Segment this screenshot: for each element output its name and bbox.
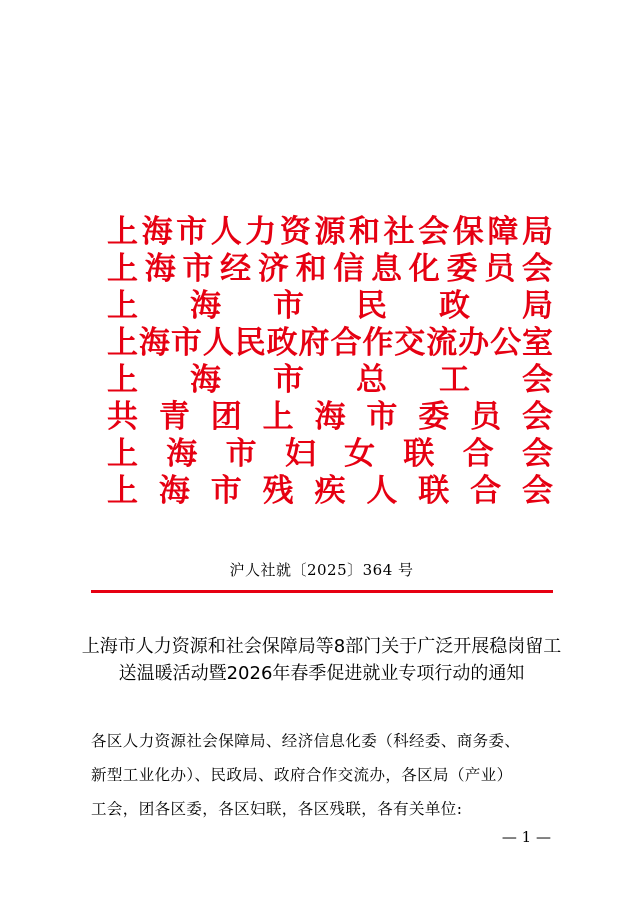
document-title <box>50 633 593 687</box>
addressee-line-2: 新型工业化办）、民政局、政府合作交流办，各区局（产业） <box>91 766 513 784</box>
issuer-line: 上 海 市 人 民 政 府 合 作 交 流 办 公 室 <box>107 325 553 361</box>
issuing-authorities <box>107 214 553 510</box>
title-line-1: 上海市人力资源和社会保障局等8部门关于广泛开展稳岗留工 <box>81 636 562 657</box>
issuer-line: 上 海 市 残 疾 人 联 合 会 <box>107 473 553 509</box>
issuer-line: 共 青 团 上 海 市 委 员 会 <box>107 399 553 435</box>
addressee-line-1: 各区人力资源社会保障局、经济信息化委（科经委、商务委、 <box>91 732 521 750</box>
issuer-line: 上 海 市 总 工 会 <box>107 362 553 398</box>
issuer-line: 上 海 市 人 力 资 源 和 社 会 保 障 局 <box>107 214 553 250</box>
red-separator-line <box>91 590 553 593</box>
title-line-2: 送温暖活动暨2026年春季促进就业专项行动的通知 <box>118 663 525 684</box>
document-number: 沪人社就〔2025〕364 号 <box>229 561 414 579</box>
issuer-line: 上 海 市 民 政 局 <box>107 288 553 324</box>
addressee-line-3: 工会，团各区委，各区妇联，各区残联，各有关单位: <box>91 800 463 818</box>
issuer-line: 上 海 市 妇 女 联 合 会 <box>107 436 553 472</box>
page-number: — 1 — <box>501 828 551 846</box>
addressee-paragraph <box>91 724 559 826</box>
issuer-line: 上 海 市 经 济 和 信 息 化 委 员 会 <box>107 251 553 287</box>
